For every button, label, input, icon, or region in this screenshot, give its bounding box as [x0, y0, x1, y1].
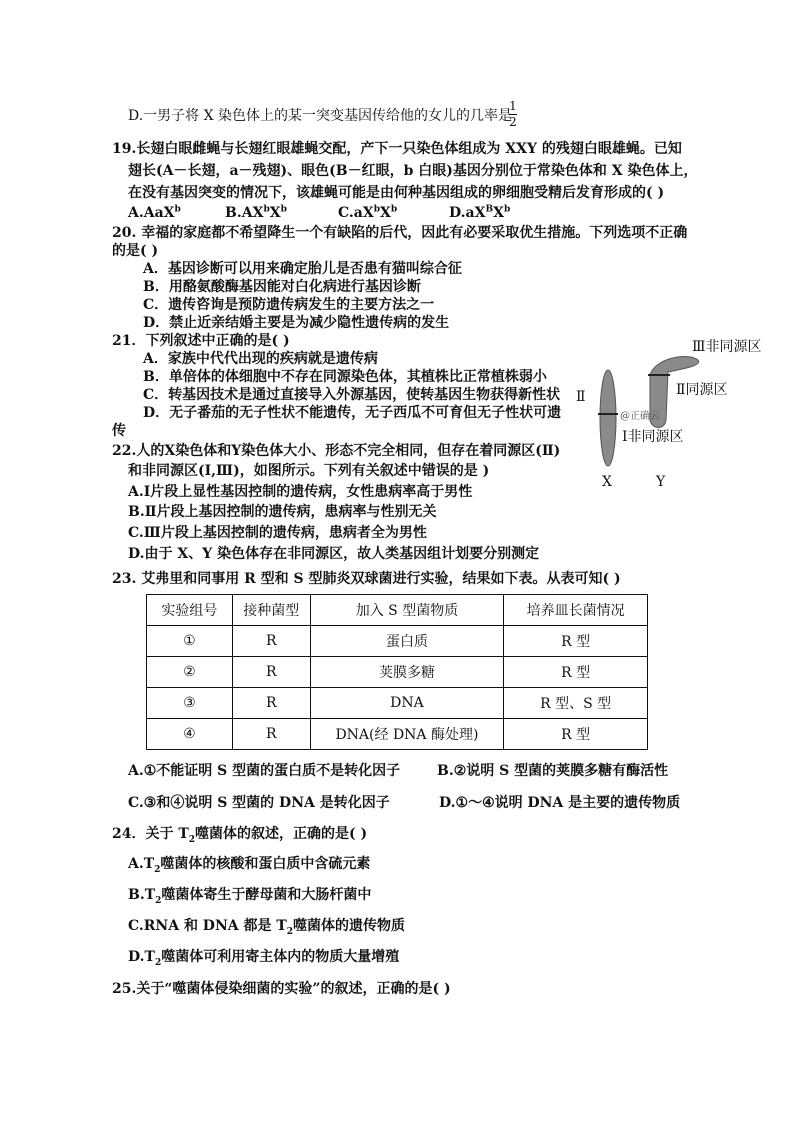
table-cell: 荚膜多糖	[310, 657, 504, 688]
q24-option-c-post: 噬菌体的遗传物质	[293, 918, 406, 934]
q23-stem: 23. 艾弗里和同事用 R 型和 S 型肺炎双球菌进行实验，结果如下表。从表可知( )	[112, 571, 621, 587]
q19-stem-line3: 在没有基因突变的情况下，该雄蝇可能是由何种基因组成的卵细胞受精后发育形成的( )	[128, 185, 665, 201]
q20-stem-line2: 的是( )	[112, 243, 159, 259]
label-i-nonhomologous: Ⅰ非同源区	[622, 429, 684, 445]
q21-option-c: C．转基因技术是通过直接导入外源基因，使转基因生物获得新性状	[143, 387, 561, 403]
q20-option-c: C．遗传咨询是预防遗传病发生的主要方法之一	[143, 297, 435, 313]
table-cell: DNA(经 DNA 酶处理)	[310, 719, 504, 750]
q24-option-b-pre: B.T	[128, 887, 156, 903]
q24-option-b-sub: 2	[155, 895, 162, 906]
q24-option-d-sub: 2	[154, 957, 162, 968]
xy-chromosome-diagram	[570, 330, 790, 500]
table-row	[147, 657, 648, 688]
q19-option-d-sup2: b	[503, 204, 511, 215]
q24-option-a-pre: A.T	[128, 856, 155, 872]
q24-option-a-sub: 2	[154, 864, 161, 875]
q20-option-a: A．基因诊断可以用来确定胎儿是否患有猫叫综合征	[143, 261, 462, 277]
q18-option-d	[128, 107, 512, 125]
table-row	[147, 719, 648, 750]
q22-option-b: B.Ⅱ片段上基因控制的遗传病，患病率与性别无关	[128, 504, 437, 520]
q21-option-d: D．无子番茄的无子性状不能遗传，无子西瓜不可育但无子性状可遗	[143, 405, 562, 421]
q19-option-a-sup: b	[174, 204, 181, 215]
table-cell: R	[232, 626, 310, 657]
q23-option-b: B.②说明 S 型菌的荚膜多糖有酶活性	[437, 763, 669, 779]
q24-option-a	[128, 855, 370, 873]
q19-stem-line2: 翅长(A－长翅，a－残翅)、眼色(B－红眼，b 白眼)基因分别位于常染色体和 X 染色体上，	[128, 163, 698, 179]
q19-option-a	[128, 204, 181, 222]
q19-option-b: $B.AX^bX^b$	[225, 204, 287, 221]
q22-stem-line2: 和非同源区(Ⅰ,Ⅲ)，如图所示。下列有关叙述中错误的是 )	[128, 463, 490, 479]
q19-option-d-text: D.aX	[449, 205, 486, 221]
q19-option-b-sup2: b	[280, 204, 287, 215]
table-cell: R 型	[504, 626, 648, 657]
q23-option-d: D.①～④说明 DNA 是主要的遗传物质	[439, 795, 681, 811]
table-cell: ②	[147, 657, 233, 688]
q19-option-b-text: B.AX	[225, 205, 264, 221]
q19-option-d-sup1: B	[485, 204, 494, 215]
q19-option-c-sup1: b	[373, 204, 381, 215]
q22-option-a: A.Ⅰ片段上显性基因控制的遗传病，女性患病率高于男性	[128, 484, 473, 500]
q24-option-c	[128, 917, 405, 935]
fraction-denominator: 2	[509, 115, 517, 129]
q19-option-b-sup1: b	[263, 204, 270, 215]
q24-stem-pre: 24．关于 T	[112, 826, 189, 842]
q23-option-a: A.①不能证明 S 型菌的蛋白质不是转化因子	[128, 763, 401, 779]
q22-option-d: D.由于 X、Y 染色体存在非同源区，故人类基因组计划要分别测定	[128, 546, 540, 562]
q19-option-c-text: C.aX	[338, 205, 374, 221]
label-y: Y	[656, 474, 666, 490]
q21-stem: 21．下列叙述中正确的是( )	[112, 333, 290, 349]
experiment-table	[146, 594, 648, 750]
q21-option-b: B．单倍体的体细胞中不存在同源染色体，其植株比正常植株弱小	[143, 369, 547, 385]
q24-option-c-sub: 2	[286, 926, 294, 937]
q19-option-a-text: A.AaX	[128, 205, 175, 221]
q24-option-c-pre: C.RNA 和 DNA 都是 T	[128, 918, 287, 934]
table-cell: R	[232, 657, 310, 688]
fraction-numerator: 1	[509, 99, 517, 113]
q23-option-c: C.③和④说明 S 型菌的 DNA 是转化因子	[128, 795, 390, 811]
q19-option-c-sup2: b	[390, 204, 398, 215]
q24-stem-sub: 2	[188, 834, 196, 845]
table-cell: R	[232, 688, 310, 719]
table-cell: DNA	[310, 688, 504, 719]
q24-option-d	[128, 948, 399, 966]
q22-stem-line1: 22.人的X染色体和Y染色体大小、形态不完全相同，但存在着同源区(Ⅱ)	[112, 443, 561, 459]
table-cell: R	[232, 719, 310, 750]
table-cell: 蛋白质	[310, 626, 504, 657]
watermark-label: @正确云	[620, 411, 660, 422]
table-row	[147, 688, 648, 719]
q22-option-c: C.Ⅲ片段上基因控制的遗传病，患病者全为男性	[128, 525, 427, 541]
q24-stem-post: 噬菌体的叙述，正确的是( )	[195, 826, 368, 842]
table-cell: ③	[147, 688, 233, 719]
q24-option-d-post: 噬菌体可利用寄主体内的物质大量增殖	[161, 949, 400, 965]
q20-option-b: B．用酪氨酸酶基因能对白化病进行基因诊断	[143, 279, 421, 295]
q24-option-d-pre: D.T	[128, 949, 155, 965]
q24-option-a-post: 噬菌体的核酸和蛋白质中含硫元素	[160, 856, 371, 872]
label-iii-nonhomologous: Ⅲ非同源区	[692, 339, 762, 355]
q18-option-d-text: D.一男子将 X 染色体上的某一突变基因传给他的女儿的几率是	[128, 108, 513, 124]
table-header-row	[147, 595, 648, 626]
q24-option-b-post: 噬菌体寄生于酵母菌和大肠杆菌中	[161, 887, 372, 903]
q21-option-a: A．家族中代代出现的疾病就是遗传病	[143, 351, 378, 367]
table-header-cell: 实验组号	[147, 595, 233, 626]
table-cell: R 型、S 型	[504, 688, 648, 719]
q20-stem-line1: 20. 幸福的家庭都不希望降生一个有缺陷的后代，因此有必要采取优生措施。下列选项不正确	[112, 225, 688, 241]
q21-option-d-wrap: 传	[112, 423, 126, 439]
q19-option-c: $C.aX^bX^b$	[338, 204, 398, 221]
x-chromosome-shape	[600, 370, 616, 466]
table-row	[147, 626, 648, 657]
table-cell: R 型	[504, 719, 648, 750]
q19-option-d: $D.aX^BX^b$	[449, 204, 511, 221]
q20-option-d: D．禁止近亲结婚主要是为减少隐性遗传病的发生	[143, 315, 450, 331]
table-cell: R 型	[504, 657, 648, 688]
table-header-cell: 培养皿长菌情况	[504, 595, 648, 626]
table-header-cell: 加入 S 型菌物质	[310, 595, 504, 626]
q19-stem-line1: 19.长翅白眼雌蝇与长翅红眼雄蝇交配，产下一只染色体组成为 XXY 的残翅白眼雄蝇。已知	[112, 141, 682, 157]
q18-fraction	[509, 100, 517, 129]
label-ii-homologous: Ⅱ同源区	[676, 382, 728, 398]
table-cell: ①	[147, 626, 233, 657]
label-ii-left: Ⅱ	[576, 389, 586, 405]
table-header-cell: 接种菌型	[232, 595, 310, 626]
q24-stem	[112, 825, 367, 843]
q24-option-b	[128, 886, 371, 904]
q25-stem: 25.关于“噬菌体侵染细菌的实验”的叙述，正确的是( )	[112, 981, 451, 997]
table-cell: ④	[147, 719, 233, 750]
label-x: X	[602, 474, 612, 490]
